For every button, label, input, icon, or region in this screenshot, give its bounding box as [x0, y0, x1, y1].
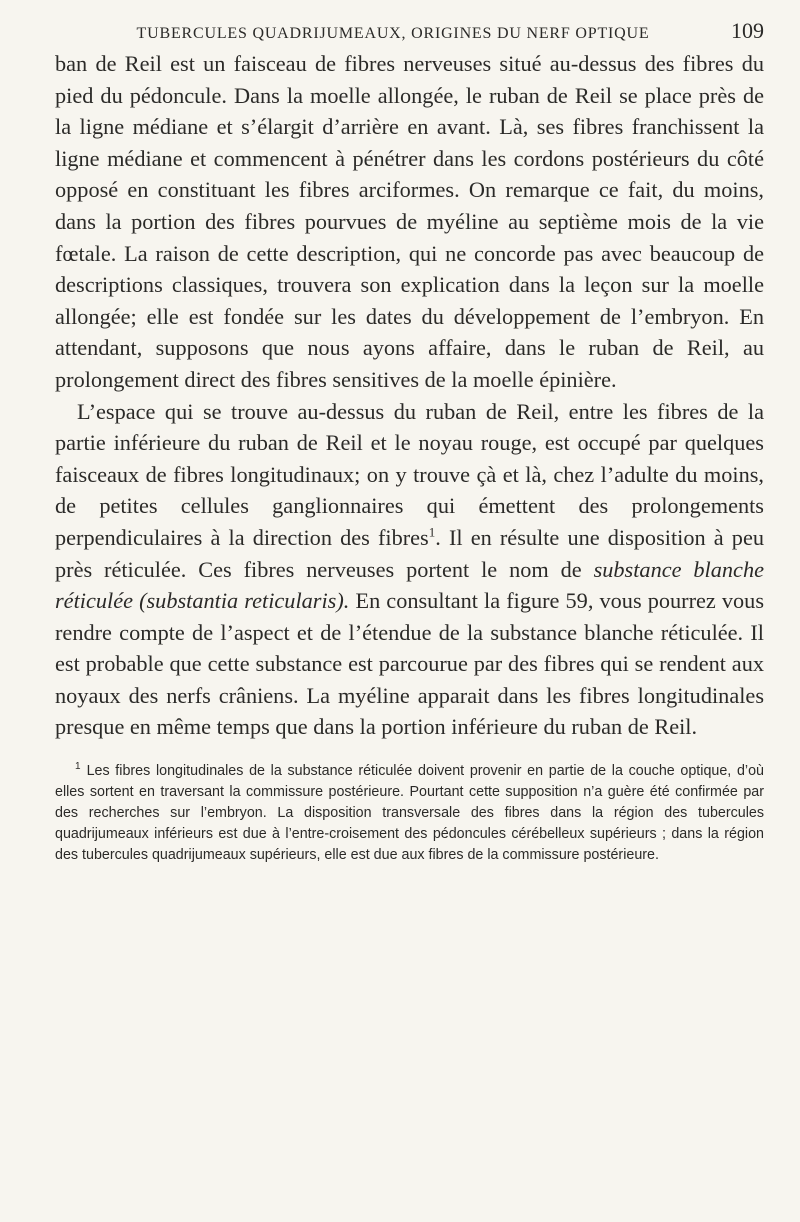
paragraph-1: ban de Reil est un faisceau de fibres nerveuses situé au-dessus des fibres du pied du pédoncule. Dans la moelle allongée, le ruban de Reil se place près de la ligne médiane et s’élargit d’arrière en avant. Là, ses fibres franchissent la ligne médiane et commencent à pénétrer dans les cordons postérieurs du côté opposé en constituant les fibres arciformes. On remarque ce fait, du moins, dans la portion des fibres pourvues de myéline au septième mois de la vie fœtale. La raison de cette description, qui ne concorde pas avec beaucoup de descriptions classiques, trouvera son explication dans la leçon sur la moelle allongée; elle est fondée sur les dates du développement de l’embryon. En attendant, supposons que nous ayons affaire, dans le ruban de Reil, au prolongement direct des fibres sensitives de la moelle épinière.: [55, 51, 764, 392]
paragraph-2: [55, 396, 764, 744]
paragraph-2-part-1: L’espace qui se trouve au-dessus du ruban de Reil, entre les fibres de la partie inférieure du ruban de Reil et le noyau rouge, est occupé par quelques faisceaux de fibres longitudinaux; on y trouve çà et là, chez l’adulte du moins, de petites cellules ganglionnaires qui émettent des prolongements perpendiculaires à la direction des fibres: [55, 398, 764, 550]
italic-term: substance blanche réticulée (substantia reticularis).: [55, 556, 764, 614]
footnote: [55, 761, 764, 866]
footnote-mark: 1: [75, 761, 81, 773]
paragraph-2-part-2: . Il en résulte une disposition à peu près réticulée. Ces fibres nerveuses portent le nom de: [55, 524, 764, 582]
footnote-text: Les fibres longitudinales de la substance réticulée doivent provenir en partie de la couche optique, d’où elles sortent en traversant la commissure postérieure. Pourtant cette supposition n’a guère été confirmée par des recherches sur l’embryon. La disposition transversale des fibres dans la région des tubercules quadrijumeaux inférieurs est due à l’entre-croisement des pédoncules cérébelleux supérieurs ; dans la région des tubercules quadrijumeaux supérieurs, elle est due aux fibres de la commissure postérieure.: [55, 763, 764, 864]
running-head: [55, 18, 764, 44]
running-title: TUBERCULES QUADRIJUMEAUX, ORIGINES DU NERF OPTIQUE: [136, 25, 650, 42]
page-number: 109: [731, 18, 764, 43]
footnote-paragraph: [55, 761, 764, 866]
body-text: [55, 48, 764, 743]
footnote-reference: 1: [428, 524, 436, 540]
paragraph-2-part-3: En consultant la figure 59, vous pourrez vous rendre compte de l’aspect et de l’étendue de la substance blanche réticulée. Il est probable que cette substance est parcourue par des fibres qui se rendent aux noyaux des nerfs crâniens. La myéline apparait dans les fibres longitudinales presque en même temps que dans la portion inférieure du ruban de Reil.: [55, 588, 765, 740]
